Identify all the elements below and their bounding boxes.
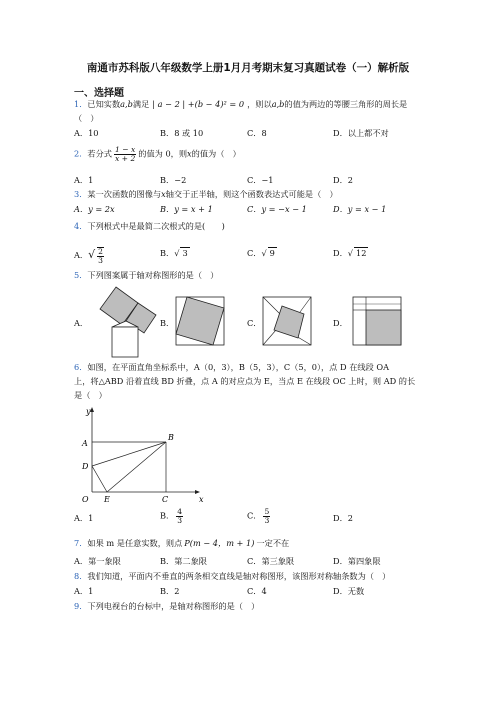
- q1-option-a[interactable]: A．10: [74, 128, 99, 138]
- question-5: 5．下列图案属于轴对称图形的是（ ）: [74, 270, 219, 280]
- question-6-line1: 6．如图，在平面直角坐标系中，A（0，3），B（5，3），C（5，0），点 D 在线段 OA: [74, 362, 389, 372]
- q5-option-a-label[interactable]: A．: [74, 318, 89, 328]
- q3-option-d[interactable]: D．y = x − 1: [333, 204, 387, 214]
- q5-option-d-label[interactable]: D．: [333, 318, 348, 328]
- q5-figure-b: [175, 296, 225, 346]
- label-b: B: [168, 433, 174, 442]
- q8-option-c[interactable]: C．4: [247, 586, 267, 596]
- q4-option-a[interactable]: A．√ $\frac{2}{3}$: [74, 247, 103, 265]
- q3-option-b[interactable]: B．y = x + 1: [160, 204, 213, 214]
- q5-option-b-label[interactable]: B．: [160, 318, 175, 328]
- segment-eb: [107, 442, 166, 492]
- sqrt-icon: √: [261, 248, 267, 258]
- sqrt-icon: √: [347, 248, 353, 258]
- q7-option-d[interactable]: D．第四象限: [333, 556, 381, 566]
- question-1-paren: （ ）: [74, 113, 99, 123]
- q4-option-c[interactable]: C．√ 9: [247, 248, 275, 258]
- q1-option-d[interactable]: D．以上都不对: [333, 128, 389, 138]
- q1-option-b[interactable]: B．8 或 10: [160, 128, 204, 138]
- question-number: 8．: [74, 571, 88, 581]
- question-number: 2．: [74, 148, 88, 159]
- sqrt-icon: √: [88, 248, 96, 261]
- q8-option-d[interactable]: D．无数: [333, 586, 365, 596]
- question-number: 4．: [74, 221, 88, 231]
- q2-option-d[interactable]: D．2: [333, 175, 353, 185]
- q3-option-c[interactable]: C．y = −x − 1: [247, 204, 307, 214]
- question-number: 5．: [74, 270, 88, 280]
- label-y: y: [86, 407, 91, 416]
- question-number: 9．: [74, 601, 88, 611]
- q2-option-b[interactable]: B．−2: [160, 175, 187, 185]
- x-axis-arrow-icon: [195, 490, 200, 494]
- question-number: 6．: [74, 362, 88, 372]
- label-x: x: [199, 495, 204, 504]
- question-number: 7．: [74, 538, 88, 548]
- question-6-line2: 上，将△ABD 沿着直线 BD 折叠，点 A 的对应点为 E，当点 E 在线段 OC 上时，则 AD 的长: [74, 376, 416, 386]
- question-4: 4．下列根式中是最简二次根式的是( ): [74, 221, 225, 231]
- question-1: 1．已知实数a,b满足 | a − 2 | +(b − 4)² = 0 ，则以a,b的值为两边的等腰三角形的周长是: [74, 99, 408, 109]
- q1-option-c[interactable]: C．8: [247, 128, 267, 138]
- segment-de: [92, 466, 107, 492]
- segment-db: [92, 442, 166, 466]
- fraction: $\frac{1 - x}{x + 2}$: [114, 145, 136, 163]
- q2-option-a[interactable]: A．1: [74, 175, 94, 185]
- label-e: E: [104, 495, 110, 504]
- y-axis-arrow-icon: [90, 407, 94, 412]
- question-6-line3: 是（ ）: [74, 390, 107, 400]
- label-o: O: [82, 495, 89, 504]
- question-7: 7．如果 m 是任意实数，则点 P(m − 4，m + 1) 一定不在: [74, 538, 290, 548]
- question-2: 2．若分式 $\frac{1 - x}{x + 2}$ 的值为 0，则x的值为（ ）: [74, 145, 241, 163]
- label-d: D: [82, 462, 89, 471]
- section-heading: 一、选择题: [74, 88, 124, 99]
- question-9: 9．下列电视台的台标中，是轴对称图形的是（ ）: [74, 601, 260, 611]
- q4-option-d[interactable]: D．√ 12: [333, 248, 367, 258]
- q5-option-c-label[interactable]: C．: [247, 318, 262, 328]
- q5-figure-c: [262, 296, 312, 346]
- page-title: 南通市苏科版八年级数学上册1月月考期末复习真题试卷（一）解析版: [86, 62, 410, 74]
- q5-figure-a: [90, 285, 162, 360]
- q7-option-c[interactable]: C．第三象限: [247, 556, 295, 566]
- sqrt-icon: √: [174, 248, 180, 258]
- q6-option-a[interactable]: A．1: [74, 513, 94, 523]
- label-a: A: [82, 439, 88, 448]
- q4-option-b[interactable]: B．√ 3: [160, 248, 188, 258]
- q8-option-b[interactable]: B．2: [160, 586, 180, 596]
- question-8: 8．我们知道，平面内不垂直的两条相交直线是轴对称图形，该图形对称轴条数为（ ）: [74, 571, 391, 581]
- q6-option-b[interactable]: B． $\frac{4}{3}$: [160, 507, 183, 525]
- square-bottom: [112, 327, 138, 357]
- q5-figure-d: [352, 296, 402, 346]
- q3-option-a[interactable]: A．y = 2x: [74, 204, 115, 214]
- q8-option-a[interactable]: A．1: [74, 586, 94, 596]
- question-3: 3．某一次函数的图像与x轴交于正半轴，则这个函数表达式可能是（ ）: [74, 189, 338, 199]
- question-number: 1．: [74, 99, 88, 109]
- q2-option-c[interactable]: C．−1: [247, 175, 274, 185]
- q6-option-c[interactable]: C． $\frac{5}{3}$: [247, 507, 270, 525]
- q7-option-b[interactable]: B．第二象限: [160, 556, 207, 566]
- label-c: C: [162, 495, 169, 504]
- q7-option-a[interactable]: A．第一象限: [74, 556, 121, 566]
- q6-option-d[interactable]: D．2: [333, 513, 353, 523]
- q6-coordinate-figure: [78, 404, 208, 506]
- question-number: 3．: [74, 189, 88, 199]
